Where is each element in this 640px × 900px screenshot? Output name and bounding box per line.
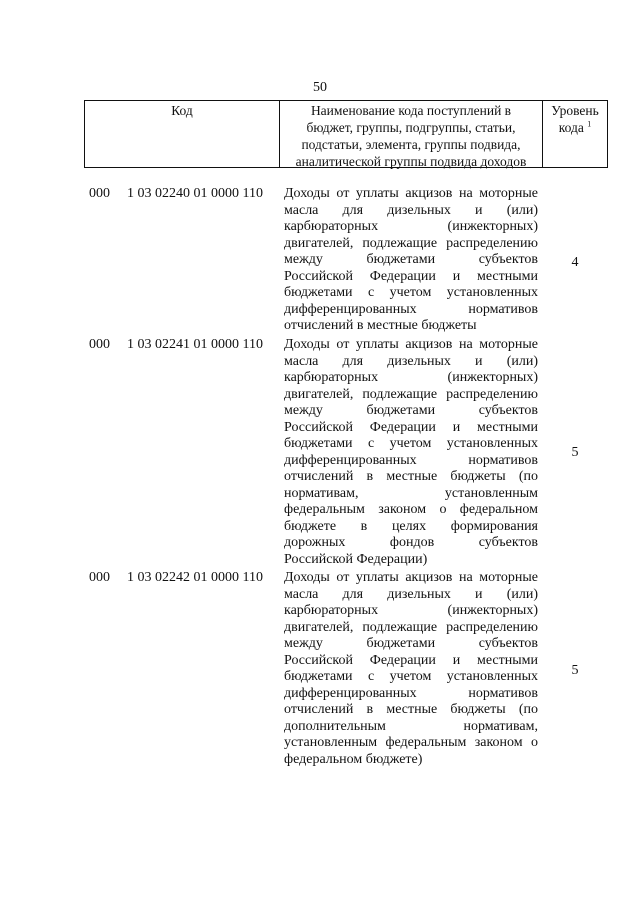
description-line: Доходы от уплаты акцизов на моторные [284, 337, 538, 352]
description-line: карбюраторных (инжекторных) [284, 370, 538, 385]
budget-code: 1 03 02241 01 0000 110 [127, 337, 263, 352]
table-header [84, 100, 608, 168]
description-line: дополнительным нормативам, [284, 718, 538, 734]
description-line: масла для дизельных и (или) [284, 586, 538, 602]
income-description [284, 186, 538, 335]
header-name-line: аналитической группы подвида доходов [295, 154, 527, 169]
description-line: двигателей, подлежащие распределению [284, 235, 538, 251]
budget-code: 1 03 02242 01 0000 110 [127, 570, 263, 585]
header-code: Код [85, 101, 280, 167]
description-line: между бюджетами субъектов [284, 636, 538, 651]
description-line: двигателей, подлежащие распределению [284, 386, 538, 402]
admin-code: 000 [89, 186, 110, 201]
code-level: 4 [571, 255, 579, 270]
description-line: Российской Федерации и местными [284, 419, 538, 435]
description-line: отчислений в местные бюджеты (по [284, 702, 538, 717]
description-line: Российской Федерации) [284, 551, 428, 567]
page-number: 50 [313, 80, 327, 95]
header-name [280, 101, 543, 167]
description-line: федеральном бюджете) [284, 751, 423, 767]
budget-code: 1 03 02240 01 0000 110 [127, 186, 263, 201]
description-line: бюджетами с учетом установленных [284, 669, 538, 684]
table-row [0, 570, 640, 768]
description-line: Доходы от уплаты акцизов на моторные [284, 186, 538, 201]
description-line: масла для дизельных и (или) [284, 353, 538, 369]
description-line: двигателей, подлежащие распределению [284, 619, 538, 635]
admin-code: 000 [89, 337, 110, 352]
description-line: карбюраторных (инжекторных) [284, 219, 538, 234]
header-level-word: кода [558, 120, 584, 135]
description-line: масла для дизельных и (или) [284, 202, 538, 218]
description-line: установленным федеральным законом о [284, 735, 538, 750]
header-name-line: Наименование кода поступлений в [310, 103, 512, 118]
description-line: дифференцированных нормативов [284, 301, 538, 317]
description-line: бюджетами с учетом установленных [284, 436, 538, 451]
header-name-line: подстатьи, элемента, группы подвида, [301, 137, 521, 152]
description-line: Российской Федерации и местными [284, 652, 538, 668]
description-line: отчислений в местные бюджеты (по [284, 469, 538, 484]
description-line: дифференцированных нормативов [284, 452, 538, 468]
income-description [284, 570, 538, 768]
admin-code: 000 [89, 570, 110, 585]
description-line: между бюджетами субъектов [284, 403, 538, 418]
code-level: 5 [571, 445, 579, 460]
description-line: Доходы от уплаты акцизов на моторные [284, 570, 538, 585]
table-row [0, 337, 640, 568]
code-level: 5 [571, 663, 579, 678]
table-row [0, 186, 640, 335]
description-line: бюджете в целях формирования [284, 518, 538, 534]
description-line: федеральным законом о федеральном [284, 502, 538, 517]
income-description [284, 337, 538, 568]
description-line: Российской Федерации и местными [284, 268, 538, 284]
footnote-mark: 1 [587, 119, 592, 129]
description-line: между бюджетами субъектов [284, 252, 538, 267]
description-line: карбюраторных (инжекторных) [284, 603, 538, 618]
description-line: отчислений в местные бюджеты [284, 318, 477, 333]
header-level-line2 [543, 119, 607, 136]
description-line: бюджетами с учетом установленных [284, 285, 538, 300]
description-line: дорожных фондов субъектов [284, 535, 538, 550]
header-level-line1: Уровень [551, 103, 599, 118]
description-line: нормативам, установленным [284, 485, 538, 501]
header-name-line: бюджет, группы, подгруппы, статьи, [306, 120, 516, 135]
header-level [543, 101, 607, 167]
description-line: дифференцированных нормативов [284, 685, 538, 701]
